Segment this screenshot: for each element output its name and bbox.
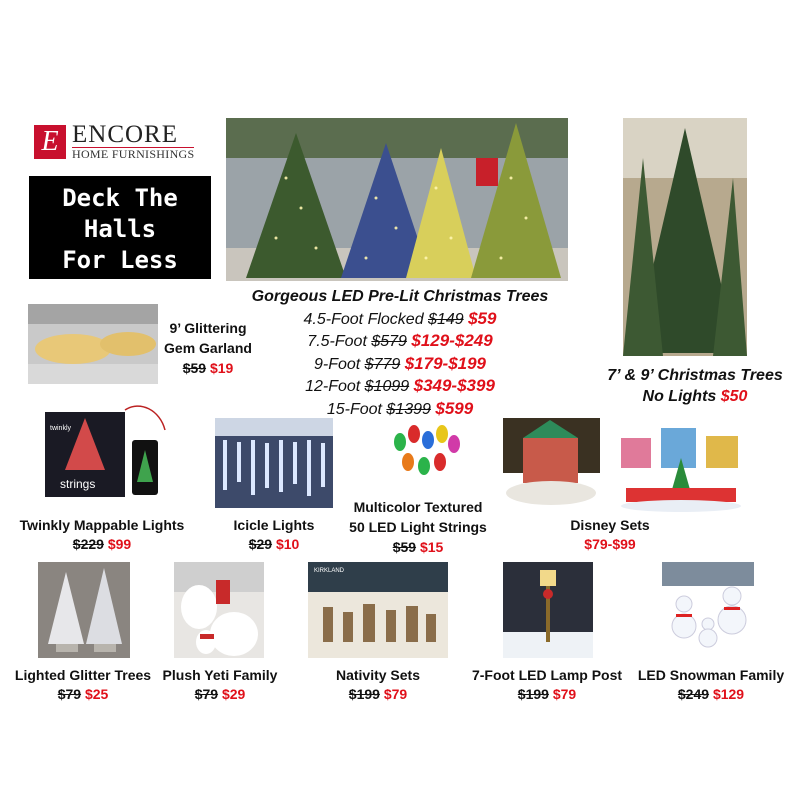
twinkly-product — [14, 517, 190, 552]
nativity-photo — [308, 562, 448, 658]
garland-photo — [28, 304, 158, 384]
product-name: 50 LED Light Strings — [349, 519, 487, 535]
led-strings-product — [345, 497, 491, 557]
product-name: Multicolor Textured — [353, 499, 483, 515]
svg-text:KIRKLAND: KIRKLAND — [314, 568, 345, 574]
product-name: Lighted Glitter Trees — [14, 667, 152, 683]
headline-line: Halls — [83, 215, 157, 243]
encore-logo — [34, 122, 210, 162]
yeti-product — [160, 667, 280, 702]
old-price: $59 — [182, 360, 207, 376]
no-lights-price: $50 — [720, 388, 748, 405]
product-price: $79 $25 — [57, 686, 109, 702]
led-tree-row: 12-Foot $1099 $349-$399 — [305, 376, 495, 395]
led-tree-row: 4.5-Foot Flocked $149 $59 — [303, 308, 497, 328]
glitter-trees-product — [10, 667, 156, 702]
yeti-photo — [174, 562, 264, 658]
new-price: $19 — [209, 360, 234, 376]
led-tree-row: 9-Foot $779 $179-$199 — [313, 353, 487, 373]
headline-line: Deck The — [62, 184, 178, 212]
led-trees-title: Gorgeous LED Pre-Lit Christmas Trees — [251, 288, 549, 305]
product-name: Nativity Sets — [335, 667, 421, 683]
led-trees-pricing — [240, 286, 560, 420]
product-price: $59 $15 — [392, 539, 444, 555]
disney-product — [550, 517, 670, 552]
svg-text:strings: strings — [60, 477, 96, 491]
snowman-photo — [662, 562, 754, 658]
product-name: Plush Yeti Family — [162, 667, 278, 683]
lamp-post-product — [470, 667, 624, 702]
svg-text:twinkly: twinkly — [50, 425, 72, 432]
product-name: 7-Foot LED Lamp Post — [471, 667, 623, 683]
product-price: $199 $79 — [517, 686, 577, 702]
no-lights-trees: 7’ & 9’ Christmas Trees No Lights $50 — [607, 367, 783, 405]
logo-mark: E — [34, 125, 66, 159]
product-name: LED Snowman Family — [637, 667, 785, 683]
snowman-product — [636, 667, 786, 702]
logo-subtitle: HOME FURNISHINGS — [72, 147, 195, 161]
product-price: $249 $129 — [677, 686, 745, 702]
product-price: $199 $79 — [348, 686, 408, 702]
nativity-product — [320, 667, 436, 702]
disney-set-photo-1 — [503, 418, 600, 514]
headline-line: For Less — [62, 246, 178, 274]
led-trees-photo — [226, 118, 568, 281]
glitter-trees-photo — [38, 562, 130, 658]
logo-name: ENCORE — [72, 121, 178, 148]
led-tree-row: 15-Foot $1399 $599 — [326, 398, 474, 418]
product-price: $79 $29 — [194, 686, 246, 702]
garland-label: 9’ Glittering Gem Garland $59 $19 — [158, 318, 258, 378]
product-name: Icicle Lights — [233, 517, 315, 533]
product-price: $229 $99 — [72, 536, 132, 552]
led-strings-photo — [388, 422, 466, 484]
icicle-product — [220, 517, 328, 552]
product-price: $29 $10 — [248, 536, 300, 552]
twinkly-photo — [40, 400, 168, 500]
icicle-photo — [215, 418, 333, 508]
headline-box — [29, 176, 211, 279]
product-name: Disney Sets — [570, 517, 650, 533]
tall-tree-photo — [623, 118, 747, 356]
led-tree-row: 7.5-Foot $579 $129-$249 — [307, 331, 493, 350]
product-name: Twinkly Mappable Lights — [19, 517, 185, 533]
product-price: $79-$99 — [584, 536, 636, 552]
lamp-post-photo — [503, 562, 593, 658]
disney-set-photo-2 — [616, 418, 746, 514]
